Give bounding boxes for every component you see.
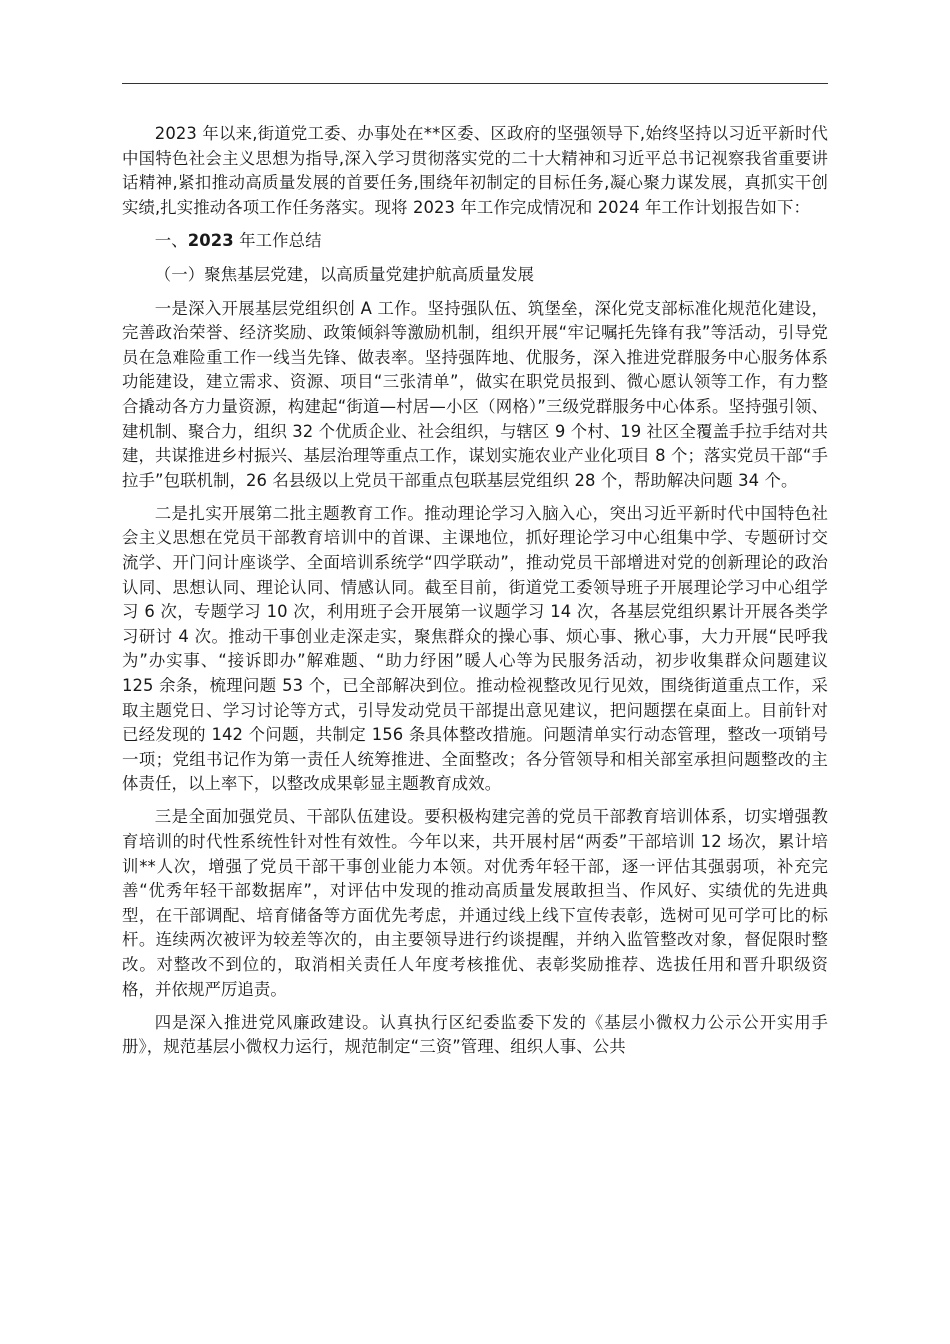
document-body [122,122,828,1068]
subsection-heading-party-building: （一）聚焦基层党建，以高质量党建护航高质量发展 [154,264,535,284]
section-heading-year: 2023 [187,230,234,250]
intro-paragraph: 2023 年以来,街道党工委、办事处在**区委、区政府的坚强领导下,始终坚持以习近平新时代中国特色社会主义思想为指导,深入学习贯彻落实党的二十大精神和习近平总书记视察我省重要讲话精神,紧扣推动高质量发展的首要任务,围绕年初制定的目标任务,凝心聚力谋发展，真抓实干创实绩,扎实推动各项工作任务落实。现将 2023 年工作完成情况和 2024 年工作计划报告如下： [122,124,828,217]
paragraph-integrity-building: 四是深入推进党风廉政建设。认真执行区纪委监委下发的《基层小微权力公示公开实用手册》，规范基层小微权力运行，规范制定“三资”管理、组织人事、公共 [122,1012,828,1057]
section-heading-suffix: 年工作总结 [233,230,322,250]
paragraph-party-organization-a: 一是深入开展基层党组织创 A 工作。坚持强队伍、筑堡垒，深化党支部标准化规范化建设，完善政治荣誉、经济奖励、政策倾斜等激励机制，组织开展“牢记嘱托先锋有我”等活动，引导党员在急难险重工作一线当先锋、做表率。坚持强阵地、优服务，深入推进党群服务中心服务体系功能建设，建立需求、资源、项目“三张清单”，做实在职党员报到、微心愿认领等工作，有力整合撬动各方力量资源，构建起“街道—村居—小区（网格）”三级党群服务中心体系。坚持强引领、建机制、聚合力，组织 32 个优质企业、社会组织，与辖区 9 个村、19 社区全覆盖手拉手结对共建，共谋推进乡村振兴、基层治理等重点工作，谋划实施农业产业化项目 8 个；落实党员干部“手拉手”包联机制，26 名县级以上党员干部重点包联基层党组织 28 个，帮助解决问题 34 个。 [122,298,828,490]
section-heading-2023-summary [122,229,828,254]
header-rule [122,83,828,84]
paragraph-theme-education: 二是扎实开展第二批主题教育工作。推动理论学习入脑入心，突出习近平新时代中国特色社会主义思想在党员干部教育培训中的首课、主课地位，抓好理论学习中心组集中学、专题研讨交流学、开门问计座谈学、全面培训系统学“四学联动”，推动党员干部增进对党的创新理论的政治认同、思想认同、理论认同、情感认同。截至目前，街道党工委领导班子开展理论学习中心组学习 6 次，专题学习 10 次，利用班子会开展第一议题学习 14 次，各基层党组织累计开展各类学习研讨 4 次。推动干事创业走深走实，聚焦群众的操心事、烦心事、揪心事，大力开展“民呼我为”办实事、“接诉即办”解难题、“助力纾困”暖人心等为民服务活动，初步收集群众问题建议 125 余条，梳理问题 53 个，已全部解决到位。推动检视整改见行见效，围绕街道重点工作，采取主题党日、学习讨论等方式，引导发动党员干部提出意见建议，把问题摆在桌面上。目前针对已经发现的 142 个问题，共制定 156 条具体整改措施。问题清单实行动态管理，整改一项销号一项；党组书记作为第一责任人统筹推进、全面整改；各分管领导和相关部室承担问题整改的主体责任，以上率下，以整改成果彰显主题教育成效。 [122,503,828,794]
section-heading-prefix: 一、 [154,230,188,250]
paragraph-cadre-team-building: 三是全面加强党员、干部队伍建设。要积极构建完善的党员干部教育培训体系，切实增强教育培训的时代性系统性针对性有效性。今年以来，共开展村居“两委”干部培训 12 场次，累计培训**人次，增强了党员干部干事创业能力本领。对优秀年轻干部，逐一评估其强弱项，补充完善“优秀年轻干部数据库”，对评估中发现的推动高质量发展敢担当、作风好、实绩优的先进典型，在干部调配、培育储备等方面优先考虑，并通过线上线下宣传表彰，选树可见可学可比的标杆。连续两次被评为较差等次的，由主要领导进行约谈提醒，并纳入监管整改对象，督促限时整改。对整改不到位的，取消相关责任人年度考核推优、表彰奖励推荐、选拔任用和晋升职级资格，并依规严厉追责。 [122,807,828,999]
